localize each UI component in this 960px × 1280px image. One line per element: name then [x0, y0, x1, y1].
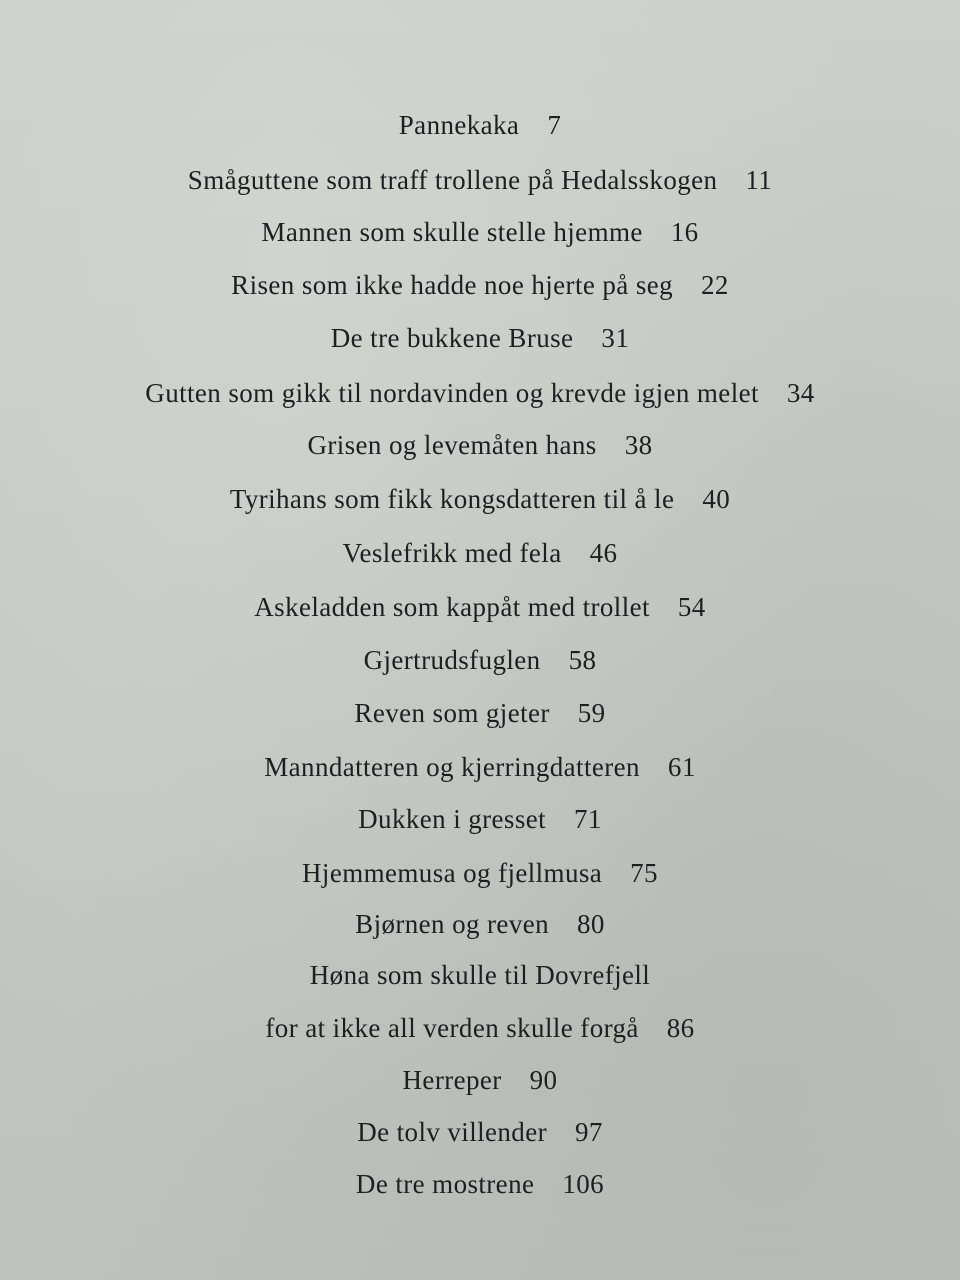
toc-entry-page: 46 — [589, 538, 618, 568]
toc-entry-page: 80 — [577, 909, 605, 939]
toc-entry-title: Høna som skulle til Dovrefjell — [309, 960, 651, 990]
toc-entry — [0, 536, 960, 570]
toc-entry-title: De tre bukkene Bruse — [330, 323, 574, 353]
toc-entry-title: Hjemmemusa og fjellmusa — [302, 858, 603, 888]
toc-entry-title: De tre mostrene — [355, 1169, 535, 1199]
toc-entry-page: 11 — [745, 165, 773, 195]
toc-entry-page: 34 — [786, 378, 815, 408]
toc-entry — [0, 163, 960, 197]
toc-entry-title: Gutten som gikk til nordavinden og krevde igjen melet — [145, 378, 759, 408]
toc-entry — [0, 428, 960, 462]
toc-entry-page: 54 — [677, 592, 706, 622]
toc-entry-title: Risen som ikke hadde noe hjerte på seg — [231, 270, 674, 300]
toc-entry — [0, 1063, 960, 1097]
toc-entry — [0, 482, 960, 516]
toc-entry-page: 38 — [624, 430, 653, 460]
toc-entry-title: Dukken i gresset — [358, 804, 547, 834]
toc-entry-title: Mannen som skulle stelle hjemme — [261, 217, 643, 247]
toc-entry-title: Gjertrudsfuglen — [363, 645, 541, 675]
toc-entry — [0, 958, 960, 992]
toc-entry-title: Tyrihans som fikk kongsdatteren til å le — [229, 484, 675, 514]
toc-entry-title: Småguttene som traff trollene på Hedalsskogen — [187, 165, 718, 195]
toc-entry-title: Grisen og levemåten hans — [307, 430, 597, 460]
toc-entry — [0, 321, 960, 355]
toc-entry-title: De tolv villender — [357, 1117, 547, 1147]
toc-entry-title: Pannekaka — [398, 110, 520, 140]
toc-entry-page: 7 — [547, 110, 562, 140]
toc-entry — [0, 856, 960, 890]
toc-entry — [0, 268, 960, 302]
toc-entry — [0, 696, 960, 730]
toc-entry-title: Herreper — [402, 1065, 502, 1095]
toc-entry-page: 86 — [666, 1013, 695, 1043]
toc-entry-page: 75 — [630, 858, 658, 888]
toc-entry-page: 90 — [529, 1065, 558, 1095]
toc-entry-title: for at ikke all verden skulle forgå — [265, 1013, 639, 1043]
toc-entry-page: 16 — [670, 217, 699, 247]
toc-entry — [0, 1115, 960, 1149]
toc-entry-title: Bjørnen og reven — [355, 909, 550, 939]
toc-entry-page: 71 — [574, 804, 602, 834]
toc-entry — [0, 376, 960, 410]
toc-entry — [0, 643, 960, 677]
toc-entry-page: 97 — [574, 1117, 603, 1147]
toc-entry-title: Askeladden som kappåt med trollet — [254, 592, 650, 622]
toc-entry-page: 61 — [667, 752, 696, 782]
toc-entry — [0, 750, 960, 784]
toc-entry-page: 22 — [701, 270, 729, 300]
toc-entry-title: Manndatteren og kjerringdatteren — [264, 752, 640, 782]
toc-entry — [0, 1011, 960, 1045]
toc-entry-title: Veslefrikk med fela — [342, 538, 562, 568]
toc-entry — [0, 108, 960, 142]
toc-entry-page: 59 — [577, 698, 606, 728]
toc-entry — [0, 907, 960, 941]
toc-entry-page: 40 — [702, 484, 731, 514]
toc-entry — [0, 215, 960, 249]
toc-entry — [0, 590, 960, 624]
toc-entry-page: 31 — [601, 323, 630, 353]
toc-entry-page: 58 — [568, 645, 597, 675]
toc-entry — [0, 802, 960, 836]
toc-entry-title: Reven som gjeter — [354, 698, 550, 728]
toc-entry-page: 106 — [562, 1169, 605, 1199]
toc-entry — [0, 1167, 960, 1201]
